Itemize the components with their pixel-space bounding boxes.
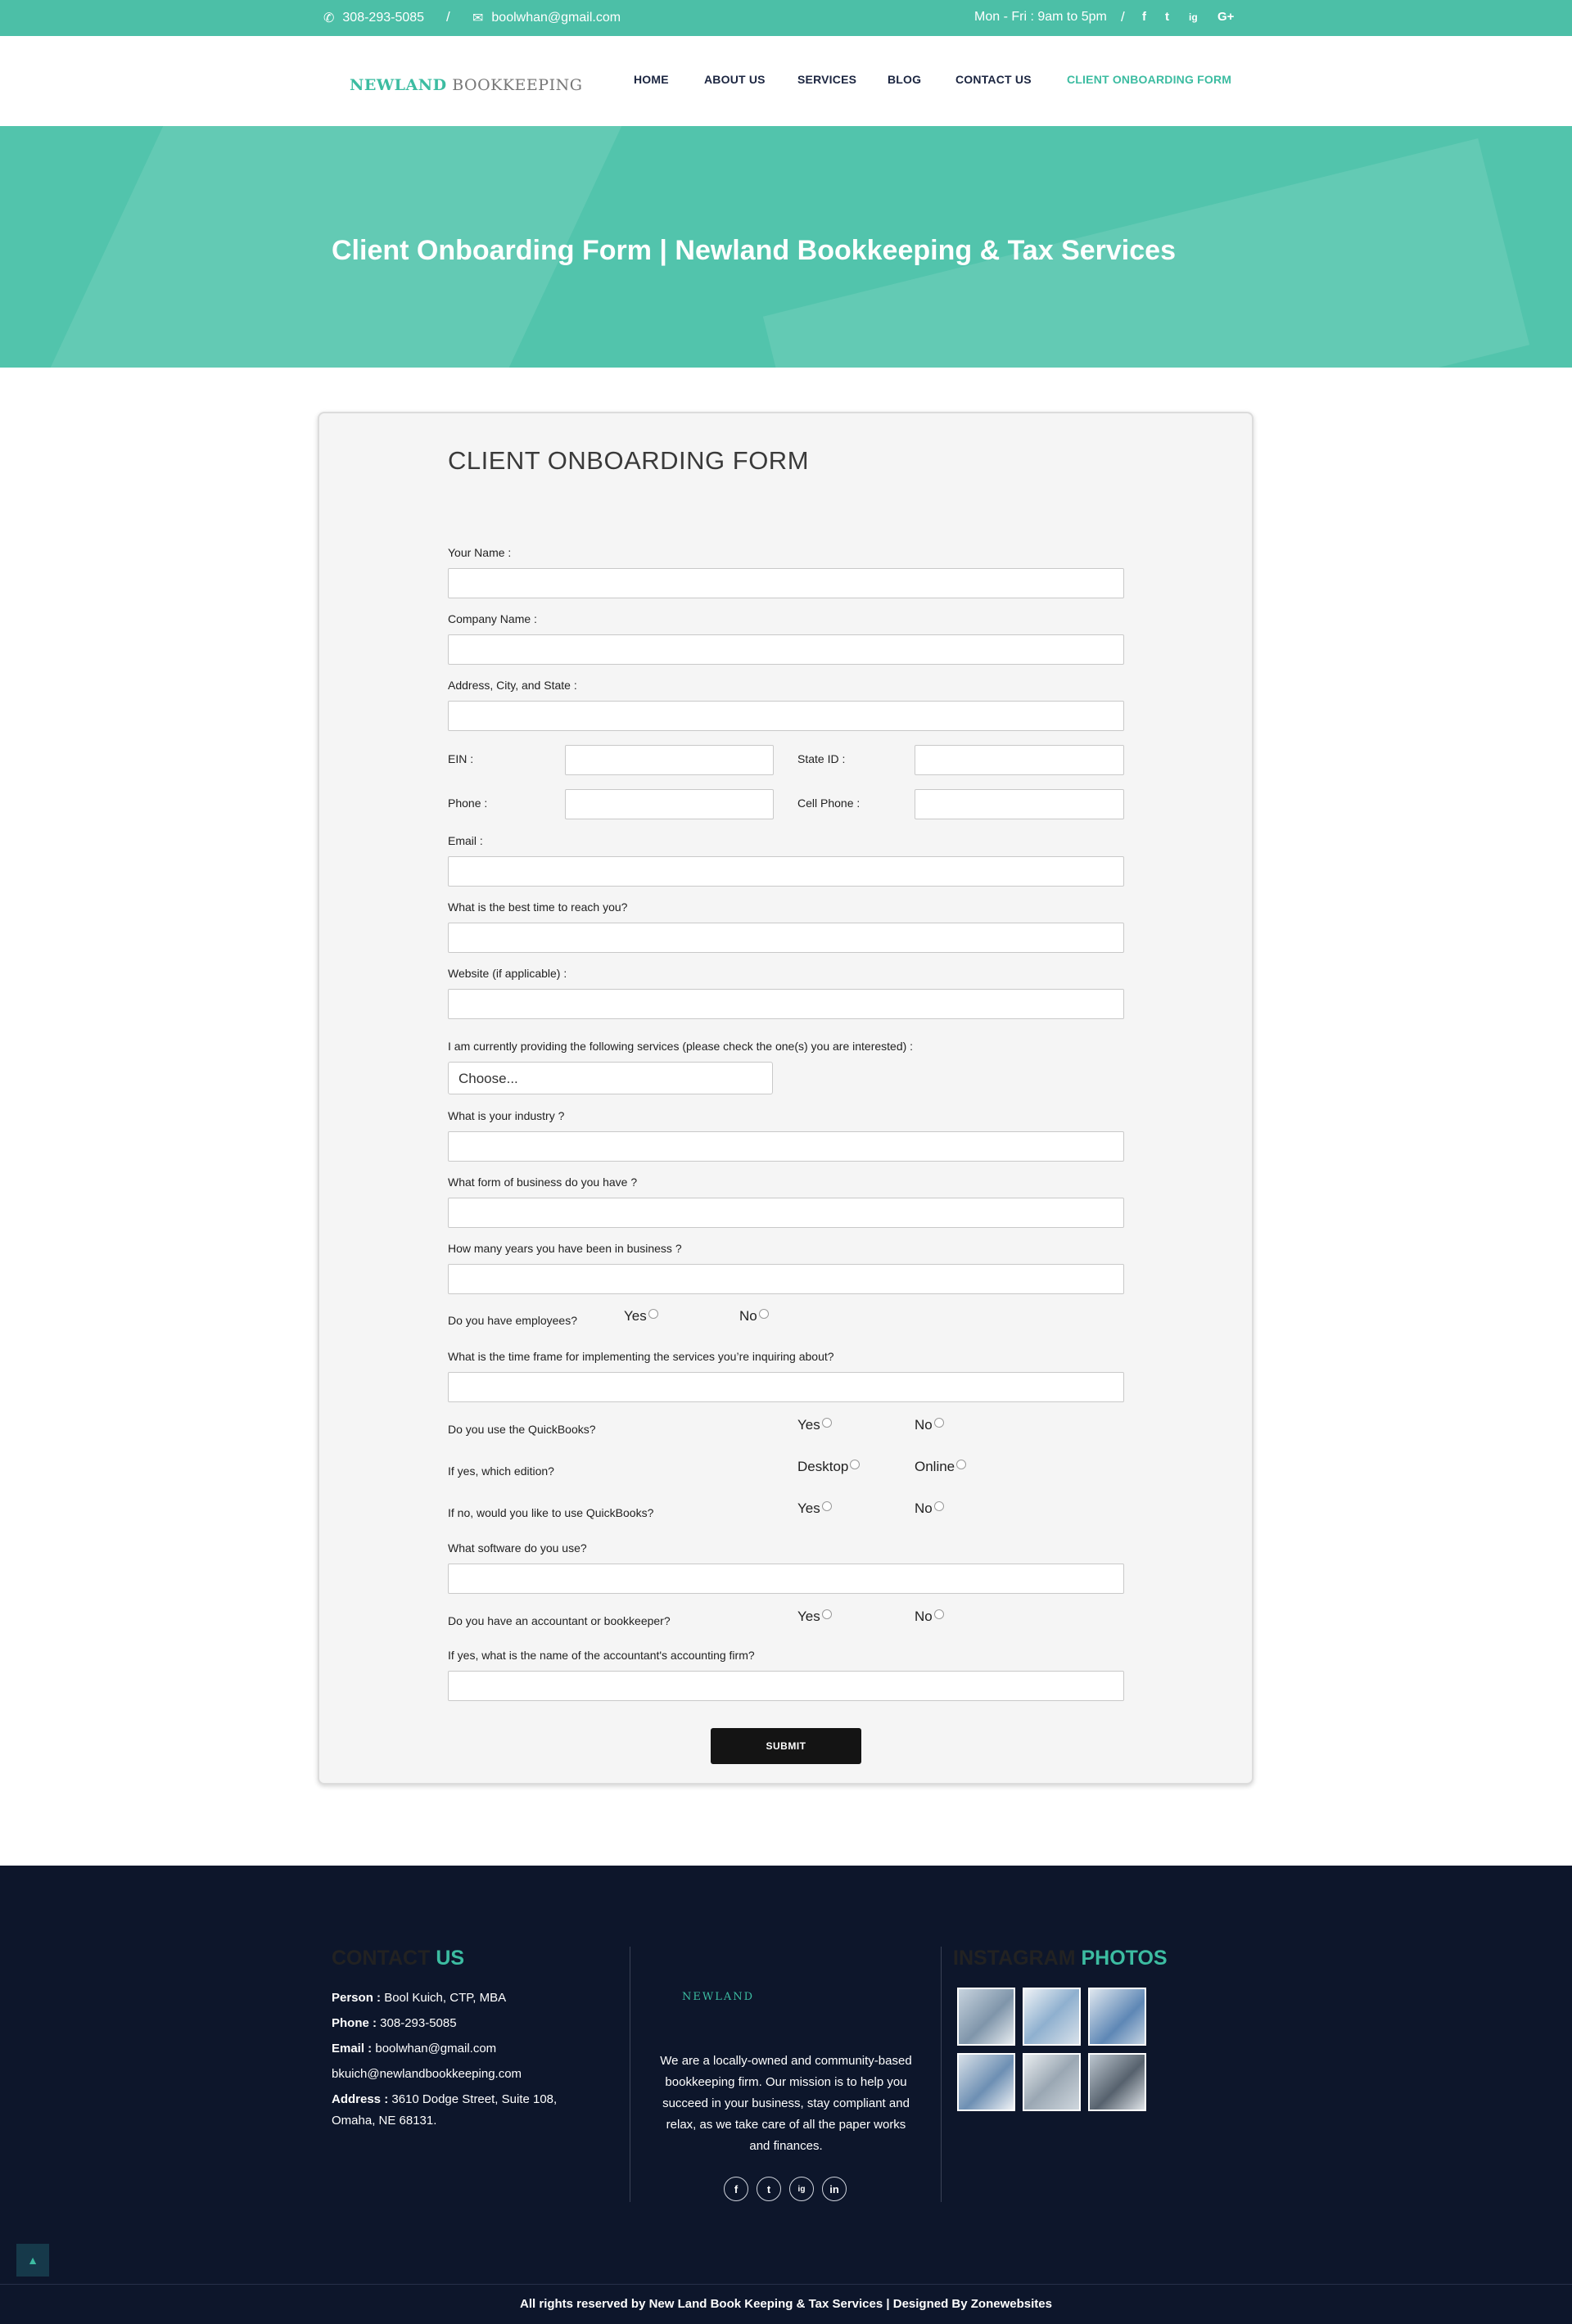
instagram-thumb-4[interactable] [957,2053,1015,2111]
footer-email-value: boolwhan@gmail.com [375,2042,497,2055]
topbar-phone-text: 308-293-5085 [342,11,425,25]
company-name-label: Company Name : [448,612,537,625]
topbar-email-text: boolwhan@gmail.com [491,11,621,25]
address-label: Address : [332,2092,389,2106]
topbar-phone[interactable] [323,10,424,26]
best-time-input[interactable] [448,923,1124,953]
copyright-text: All rights reserved by New Land Book Keeping & Tax Services | Designed By Zonewebsites [520,2297,1052,2311]
ein-input[interactable] [565,745,774,775]
envelope-icon: ✉ [472,11,484,25]
radio-circle-icon[interactable] [822,1418,832,1428]
radio-circle-icon[interactable] [850,1460,860,1469]
quickbooks-no-radio[interactable] [915,1417,944,1433]
footer-divider-right [941,1947,942,2202]
ein-label: EIN : [448,752,474,765]
instagram-thumb-6[interactable] [1088,2053,1146,2111]
chevron-up-icon: ▲ [27,2254,38,2267]
nav-about-us[interactable]: ABOUT US [704,73,766,86]
would-use-yes-text: Yes [797,1500,820,1516]
nav-blog[interactable]: BLOG [888,73,922,86]
quickbooks-label: Do you use the QuickBooks? [448,1423,596,1436]
years-in-business-input[interactable] [448,1264,1124,1294]
edition-online-text: Online [915,1459,955,1474]
years-in-business-label: How many years you have been in business ? [448,1242,682,1255]
address-line-1: 3610 Dodge Street, Suite 108, [391,2092,558,2106]
software-input[interactable] [448,1564,1124,1594]
email-label: Email : [448,834,483,847]
employees-no-text: No [739,1308,757,1324]
employees-label: Do you have employees? [448,1314,577,1327]
instagram-heading-part2: PHOTOS [1081,1947,1168,1970]
hero-title: Client Onboarding Form | Newland Bookkeeping & Tax Services [332,235,1176,266]
footer-email-label: Email : [332,2042,373,2055]
person-value: Bool Kuich, CTP, MBA [384,1991,507,2005]
topbar-email[interactable] [472,10,621,26]
company-name-input[interactable] [448,634,1124,665]
best-time-label: What is the best time to reach you? [448,900,628,914]
radio-circle-icon[interactable] [934,1609,944,1619]
instagram-photos-heading [953,1947,1168,1970]
topbar-separator: / [446,9,450,25]
employees-yes-text: Yes [624,1308,647,1324]
industry-label: What is your industry ? [448,1109,565,1122]
instagram-thumb-5[interactable] [1023,2053,1081,2111]
footer-instagram-icon[interactable]: ig [789,2177,814,2201]
contact-heading-part1: CONTACT [332,1947,431,1970]
instagram-icon[interactable]: ig [1189,11,1198,23]
edition-label: If yes, which edition? [448,1464,554,1478]
footer-twitter-icon[interactable]: t [757,2177,781,2201]
business-form-label: What form of business do you have ? [448,1176,638,1189]
contact-us-heading [332,1947,464,1970]
would-use-yes-radio[interactable] [797,1500,832,1517]
would-use-no-text: No [915,1500,933,1516]
edition-desktop-text: Desktop [797,1459,849,1474]
nav-services[interactable]: SERVICES [797,73,857,86]
accountant-yes-radio[interactable] [797,1609,832,1625]
submit-button[interactable]: SUBMIT [711,1728,861,1764]
instagram-thumb-2[interactable] [1023,1988,1081,2046]
website-label: Website (if applicable) : [448,967,567,980]
phone-icon: ✆ [323,11,335,25]
person-label: Person : [332,1991,382,2005]
accountant-name-input[interactable] [448,1671,1124,1701]
business-form-input[interactable] [448,1198,1124,1228]
footer-linkedin-icon[interactable]: in [822,2177,847,2201]
accountant-yes-text: Yes [797,1609,820,1624]
footer-address-line-2: Omaha, NE 68131. [332,2114,437,2128]
industry-input[interactable] [448,1131,1124,1162]
quickbooks-yes-radio[interactable] [797,1417,832,1433]
instagram-heading-part1: INSTAGRAM [953,1947,1076,1970]
nav-home[interactable]: HOME [634,73,669,86]
hero-banner [0,126,1572,368]
cell-phone-label: Cell Phone : [797,796,861,810]
radio-circle-icon[interactable] [822,1609,832,1619]
would-use-quickbooks-label: If no, would you like to use QuickBooks? [448,1506,654,1519]
radio-circle-icon[interactable] [956,1460,966,1469]
software-label: What software do you use? [448,1541,587,1555]
cell-phone-input[interactable] [915,789,1124,819]
services-select[interactable]: Choose... [448,1062,773,1094]
nav-contact-us[interactable]: CONTACT US [955,73,1032,86]
website-input[interactable] [448,989,1124,1019]
contact-heading-part2: US [436,1947,465,1970]
footer-about-text: We are a locally-owned and community-based bookkeeping firm. Our mission is to help you succeed in your business, stay compliant and relax, as we take care of all the paper works and finances. [660,2054,912,2153]
accountant-no-text: No [915,1609,933,1624]
radio-circle-icon[interactable] [822,1501,832,1511]
facebook-icon[interactable]: f [1142,10,1146,24]
employees-no-radio[interactable] [739,1308,769,1324]
google-plus-icon[interactable]: G+ [1217,10,1235,24]
accountant-label: Do you have an accountant or bookkeeper? [448,1614,671,1627]
address-input[interactable] [448,701,1124,731]
phone-label: Phone : [448,796,488,810]
instagram-thumb-3[interactable] [1088,1988,1146,2046]
topbar-social-separator: / [1121,9,1125,25]
radio-circle-icon[interactable] [934,1418,944,1428]
logo-text-newland: NEWLAND [350,76,447,94]
services-label: I am currently providing the following services (please check the one(s) you are interested) : [448,1040,914,1053]
timeframe-label: What is the time frame for implementing the services you’re inquiring about? [448,1350,834,1363]
footer-phone-value: 308-293-5085 [380,2016,457,2030]
employees-yes-radio[interactable] [624,1308,658,1324]
would-use-no-radio[interactable] [915,1500,944,1517]
your-name-label: Your Name : [448,546,512,559]
logo-text-bookkeeping: BOOKKEEPING [452,76,583,94]
timeframe-input[interactable] [448,1372,1124,1402]
site-header [0,36,1557,126]
scroll-to-top-button[interactable] [16,2244,49,2277]
footer-facebook-icon[interactable]: f [724,2177,748,2201]
accountant-name-label: If yes, what is the name of the accountant's accounting firm? [448,1649,755,1662]
instagram-thumb-1[interactable] [957,1988,1015,2046]
address-label: Address, City, and State : [448,679,577,692]
footer-email-2[interactable]: bkuich@newlandbookkeeping.com [332,2067,522,2081]
topbar-hours: Mon - Fri : 9am to 5pm [974,10,1107,24]
footer-bottom-divider [0,2284,1572,2285]
accountant-no-radio[interactable] [915,1609,944,1625]
email-input[interactable] [448,856,1124,887]
site-logo[interactable] [350,76,582,94]
state-id-input[interactable] [915,745,1124,775]
quickbooks-no-text: No [915,1417,933,1433]
radio-circle-icon[interactable] [759,1309,769,1319]
footer-logo: NEWLAND [682,1991,755,2003]
phone-input[interactable] [565,789,774,819]
footer-phone-label: Phone : [332,2016,377,2030]
form-title: CLIENT ONBOARDING FORM [448,446,810,475]
your-name-input[interactable] [448,568,1124,598]
quickbooks-yes-text: Yes [797,1417,820,1433]
footer-email[interactable] [332,2042,496,2055]
radio-circle-icon[interactable] [648,1309,658,1319]
footer-address [332,2092,557,2106]
top-bar [0,0,1572,36]
nav-client-onboarding-form[interactable]: CLIENT ONBOARDING FORM [1067,73,1232,86]
footer-phone[interactable] [332,2016,457,2030]
twitter-icon[interactable]: t [1165,10,1169,24]
footer-person [332,1991,506,2005]
edition-desktop-radio[interactable] [797,1459,860,1475]
state-id-label: State ID : [797,752,846,765]
edition-online-radio[interactable] [915,1459,966,1475]
radio-circle-icon[interactable] [934,1501,944,1511]
